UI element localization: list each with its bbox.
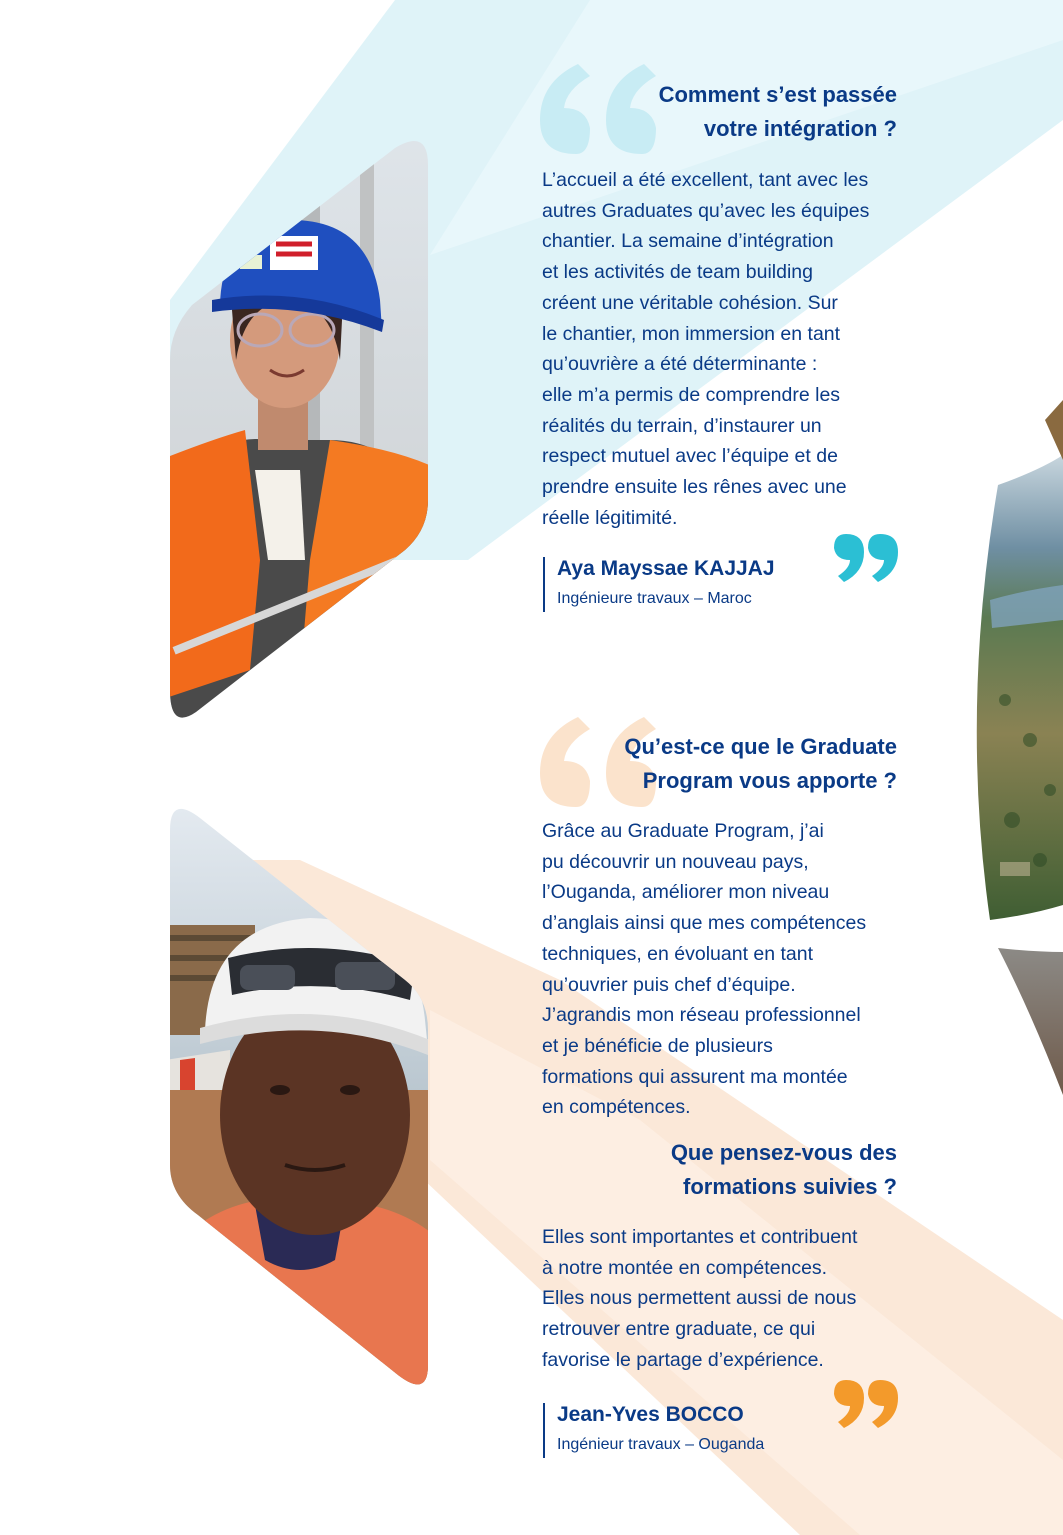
- signature-bar: [543, 1403, 545, 1458]
- close-quote-icon-orange: [832, 1380, 900, 1428]
- close-quote-icon-cyan: [832, 534, 900, 582]
- author-name: Aya Mayssae KAJJAJ: [557, 557, 775, 580]
- author-role: Ingénieur travaux – Ouganda: [557, 1436, 765, 1453]
- answer-text-2: Elles sont importantes et contribuent à notre montée en compétences. Elles nous permettent aussi de nous retrouver entre graduate, ce qui favorise le partage d’expérience.: [542, 1226, 858, 1371]
- question-heading-2: Que pensez-vous des formations suivies ?: [670, 1140, 897, 1199]
- testimonial-1: [0, 0, 1063, 700]
- author-role: Ingénieure travaux – Maroc: [557, 590, 752, 607]
- author-name: Jean-Yves BOCCO: [557, 1403, 744, 1426]
- answer-text: L’accueil a été excellent, tant avec les autres Graduates qu’avec les équipes chantier. La semaine d’intégration et les activités de team building créent une véritable cohésion. Sur le chantier, mon immersion en tant qu’ouvrière a été déterminante : elle m’a permis de comprendre les réalités du terrain, d’instaurer un respect mutuel avec l’équipe et de prendre ensuite les rênes avec une réelle légitimité.: [542, 169, 870, 529]
- signature-bar: [543, 557, 545, 612]
- answer-text: Grâce au Graduate Program, j’ai pu découvrir un nouveau pays, l’Ouganda, améliorer mon niveau d’anglais ainsi que mes compétences techniques, en évoluant en tant qu’ouvrier puis chef d’équipe. J’agrandis mon réseau professionnel et je bénéficie de plusieurs formations qui assurent ma montée en compétences.: [542, 820, 867, 1119]
- question-heading: Qu’est-ce que le Graduate Program vous apporte ?: [624, 734, 897, 793]
- testimonial-2: [0, 700, 1063, 1500]
- question-heading: Comment s’est passée votre intégration ?: [658, 82, 897, 141]
